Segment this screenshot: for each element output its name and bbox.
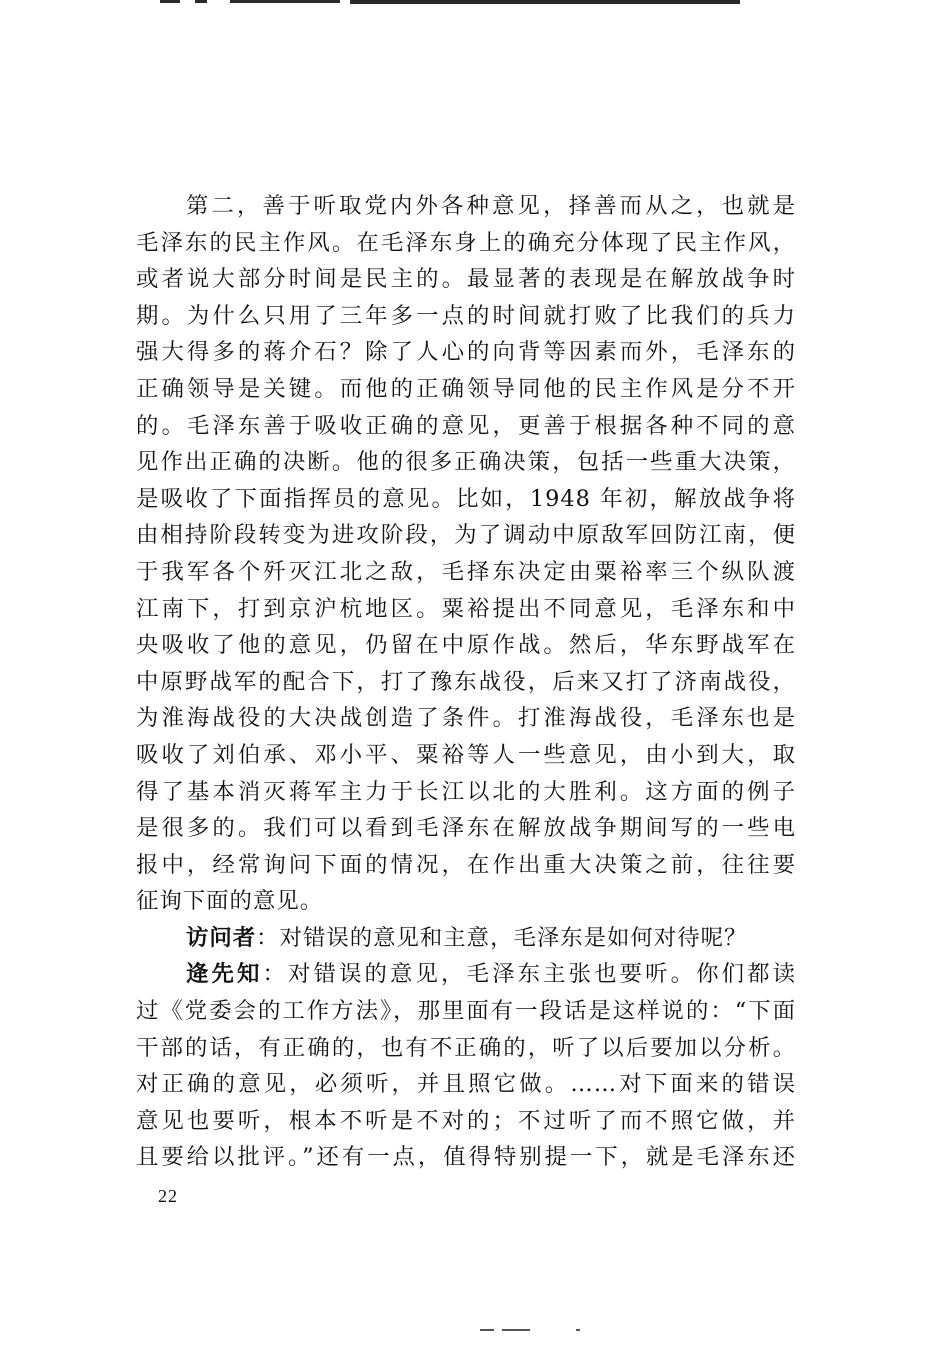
qa-line [136, 920, 796, 957]
text-line: 由相持阶段转变为进攻阶段，为了调动中原敌军回防江南，便 [136, 522, 796, 549]
text-line: 征询下面的意见。 [136, 888, 324, 915]
text-line: 报中，经常询问下面的情况，在作出重大决策之前，往往要 [136, 851, 796, 878]
body-text [136, 188, 796, 1176]
text-line: 见作出正确的决断。他的很多正确决策，包括一些重大决策， [136, 449, 796, 476]
text-line: 对正确的意见，必须听，并且照它做。……对下面来的错误 [136, 1071, 796, 1098]
page-number: 22 [158, 1186, 178, 1206]
text-line: 于我军各个歼灭江北之敌，毛择东决定由粟裕率三个纵队渡 [136, 558, 796, 585]
text-line: 期。为什么只用了三年多一点的时间就打败了比我们的兵力 [136, 302, 796, 329]
text-line: 江南下，打到京沪杭地区。粟裕提出不同意见，毛泽东和中 [136, 595, 796, 622]
qa-text: 对错误的意见和主意，毛泽东是如何对待呢？ [279, 924, 748, 951]
text-line: 是很多的。我们可以看到毛泽东在解放战争期间写的一些电 [136, 815, 796, 842]
speaker-separator: ： [262, 961, 289, 988]
speaker-label: 逄先知 [186, 961, 263, 988]
text-line: 吸收了刘伯承、邓小平、粟裕等人一些意见，由小到大，取 [136, 741, 796, 768]
qa-text: 对错误的意见，毛泽东主张也要听。你们都读 [288, 961, 797, 988]
qa-respondent [136, 956, 796, 1176]
text-line: 中原野战军的配合下，打了豫东战役，后来又打了济南战役， [136, 668, 796, 695]
speaker-separator: ： [256, 924, 280, 951]
text-line: 毛泽东的民主作风。在毛泽东身上的确充分体现了民主作风， [136, 229, 796, 256]
text-line: 意见也要听，根本不听是不对的；不过听了而不照它做，并 [136, 1107, 796, 1134]
text-line: 的。毛泽东善于吸收正确的意见，更善于根据各种不同的意 [136, 412, 796, 439]
text-line: 或者说大部分时间是民主的。最显著的表现是在解放战争时 [136, 266, 796, 293]
qa-interviewer [136, 920, 796, 957]
speaker-label: 访问者 [186, 924, 257, 951]
paragraph-first [136, 188, 796, 920]
text-line: 为淮海战役的大决战创造了条件。打淮海战役，毛泽东也是 [136, 705, 796, 732]
text-line: 第二，善于听取党内外各种意见，择善而从之，也就是 [186, 193, 796, 219]
text-line: 央吸收了他的意见，仍留在中原作战。然后，华东野战军在 [136, 632, 796, 659]
text-line: 正确领导是关键。而他的正确领导同他的民主作风是分不开 [136, 375, 796, 402]
text-line: 且要给以批评。”还有一点，值得特别提一下，就是毛泽东还 [136, 1144, 796, 1171]
text-line: 强大得多的蒋介石？除了人心的向背等因素而外，毛泽东的 [136, 339, 796, 366]
scan-artifact-top [160, 0, 760, 4]
text-line: 干部的话，有正确的，也有不正确的，听了以后要加以分析。 [136, 1034, 796, 1061]
text-line: 是吸收了下面指挥员的意见。比如，1948 年初，解放战争将 [136, 485, 796, 512]
qa-line [136, 956, 796, 993]
text-line: 过《党委会的工作方法》，那里面有一段话是这样说的：“下面 [136, 998, 796, 1025]
scan-artifact-bottom [480, 1329, 600, 1332]
text-line: 得了基本消灭蒋军主力于长江以北的大胜利。这方面的例子 [136, 778, 796, 805]
